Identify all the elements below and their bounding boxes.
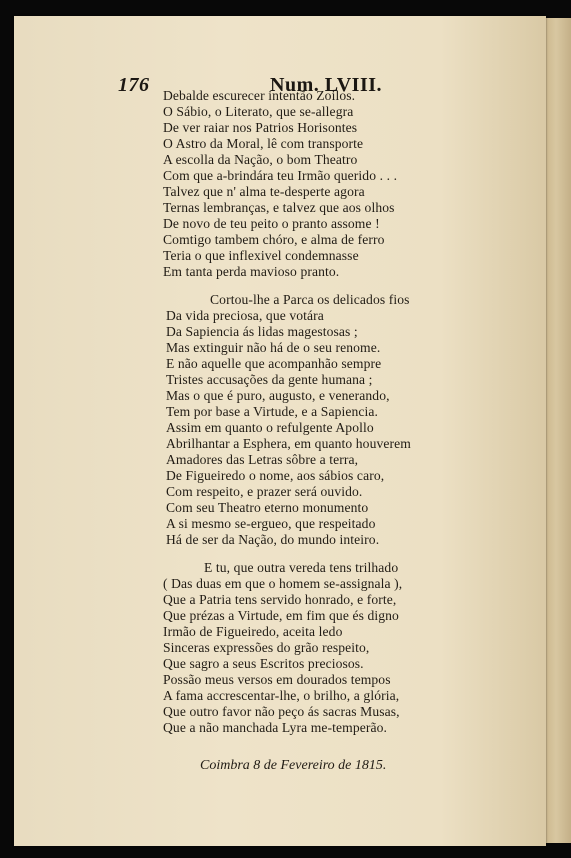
dateline-signature: Coimbra 8 de Fevereiro de 1815. <box>200 758 387 773</box>
verse-line: E tu, que outra vereda tens trilhado <box>204 560 399 575</box>
verse-line: Mas extinguir não há de o seu renome. <box>166 340 381 355</box>
verse-line: Tristes accusações da gente humana ; <box>166 372 373 387</box>
verse-line: Teria o que inflexivel condemnasse <box>163 248 359 263</box>
verse-line: Sinceras expressões do grão respeito, <box>163 640 370 655</box>
verse-line: De ver raiar nos Patrios Horisontes <box>163 120 358 135</box>
verse-line: Que sagro a seus Escritos preciosos. <box>163 656 364 671</box>
verse-line: Com respeito, e prazer será ouvido. <box>166 484 363 499</box>
verse-line: Com seu Theatro eterno monumento <box>166 500 369 515</box>
verse-line: Com que a-brindára teu Irmão querido . . . <box>163 168 398 183</box>
verse-line: ( Das duas em que o homem se-assignala ), <box>163 576 403 591</box>
verse-line: Assim em quanto o refulgente Apollo <box>166 420 374 435</box>
verse-line: Possão meus versos em dourados tempos <box>163 672 391 687</box>
verse-line: Tem por base a Virtude, e a Sapiencia. <box>166 404 379 419</box>
verse-line: Que a Patria tens servido honrado, e forte, <box>163 592 397 607</box>
verse-line: Que outro favor não peço ás sacras Musas, <box>163 704 400 719</box>
verse-line: Que a não manchada Lyra me-temperão. <box>163 720 388 735</box>
verse-line: Que prézas a Virtude, em fim que és digno <box>163 608 399 623</box>
verse-line: A fama accrescentar-lhe, o brilho, a glória, <box>163 688 400 703</box>
verse-line: Cortou-lhe a Parca os delicados fios <box>210 292 410 307</box>
verse-line: Comtigo tambem chóro, e alma de ferro <box>163 232 385 247</box>
verse-line: A si mesmo se-ergueo, que respeitado <box>166 516 376 531</box>
verse-line: Mas o que é puro, augusto, e venerando, <box>166 388 390 403</box>
adjacent-page-edge <box>546 18 571 843</box>
verse-line: De Figueiredo o nome, aos sábios caro, <box>166 468 385 483</box>
verse-line: Debalde escurecer intentão Zoilos. <box>163 88 356 103</box>
verse-line: Da vida preciosa, que votára <box>166 308 324 323</box>
issue-title: Num. LVIII. <box>270 74 383 96</box>
verse-line: De novo de teu peito o pranto assome ! <box>163 216 380 231</box>
verse-line: Abrilhantar a Esphera, em quanto houverem <box>166 436 411 451</box>
verse-line: A escolla da Nação, o bom Theatro <box>163 152 358 167</box>
verse-line: Da Sapiencia ás lidas magestosas ; <box>166 324 358 339</box>
verse-line: O Sábio, o Literato, que se-allegra <box>163 104 354 119</box>
verse-line: Há de ser da Nação, do mundo inteiro. <box>166 532 380 547</box>
verse-line: Amadores das Letras sôbre a terra, <box>166 452 359 467</box>
verse-line: Em tanta perda mavioso pranto. <box>163 264 340 279</box>
document-page <box>14 16 546 846</box>
verse-line: O Astro da Moral, lê com transporte <box>163 136 364 151</box>
page-number: 176 <box>118 74 150 96</box>
verse-line: Talvez que n' alma te-desperte agora <box>163 184 365 199</box>
verse-line: E não aquelle que acompanhão sempre <box>166 356 382 371</box>
verse-line: Ternas lembranças, e talvez que aos olhos <box>163 200 395 215</box>
verse-line: Irmão de Figueiredo, aceita ledo <box>163 624 343 639</box>
